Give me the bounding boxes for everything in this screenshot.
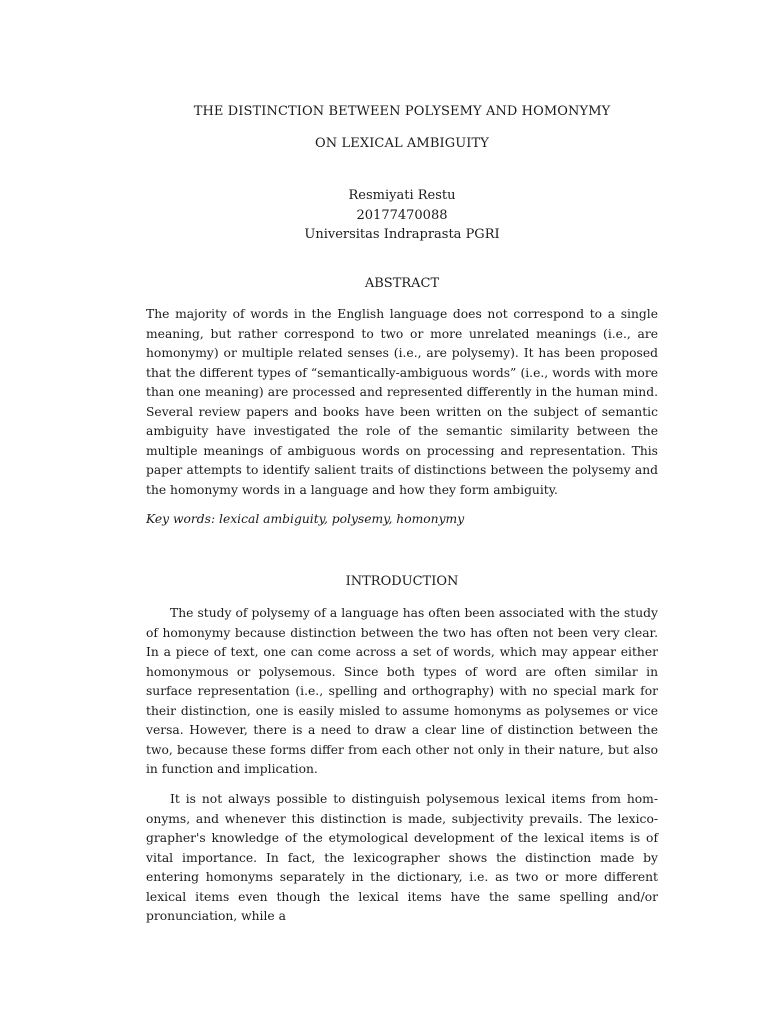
introduction-paragraph-1: The study of polysemy of a language has often been associated with the study of homonymy because distinction between the two has often not been very clear. In a piece of text, one can come across a set of words, which may appear either homonymous or polysemous. Since both types of word are often similar in surface representation (i.e., spelling and orthography) with no special mark for their distinction, one is easily misled to assume homonyms as polysemes or vice versa. However, there is a need to draw a clear line of distinction between the two, because these forms differ from each other not only in their nature, but also in function and implication. [146,606,658,777]
author-name: Resmiyati Restu [348,188,456,203]
introduction-heading: INTRODUCTION [345,574,459,589]
author-id: 20177470088 [356,207,448,223]
author-affiliation: Universitas Indraprasta PGRI [304,227,500,242]
author-block [146,186,658,245]
introduction-paragraph-2: It is not always possible to distinguish polysemous lexical items from homonyms, and whenever this distinction is made, subjectivity prevails. The lexicographer's knowledge of the etymological development of the lexical items is of vital importance. In fact, the lexicographer shows the distinction made by entering homonyms separately in the dictionary, i.e. as two or more different lexical items even though the lexical items have the same spelling and/or pronunciation, while a [146,792,658,924]
keywords-line: Key words: lexical ambiguity, polysemy, homonymy [146,512,465,526]
paper-title-line-1: THE DISTINCTION BETWEEN POLYSEMY AND HOMONYMY [193,104,611,119]
paper-title-line-2: ON LEXICAL AMBIGUITY [315,136,489,151]
abstract-text: The majority of words in the English language does not correspond to a single meaning, but rather correspond to two or more unrelated meanings (i.e., are homonymy) or multiple related senses (i.e., are polysemy). It has been proposed that the different types of “semantically-ambiguous words” (i.e., words with more than one meaning) are processed and represented differently in the human mind. Several review papers and books have been written on the subject of semantic ambiguity have investigated the role of the semantic similarity between the multiple meanings of ambiguous words on processing and representation. This paper attempts to identify salient traits of distinctions between the polysemy and the homonymy words in a language and how they form ambiguity. [146,307,658,497]
abstract-heading: ABSTRACT [364,276,440,291]
